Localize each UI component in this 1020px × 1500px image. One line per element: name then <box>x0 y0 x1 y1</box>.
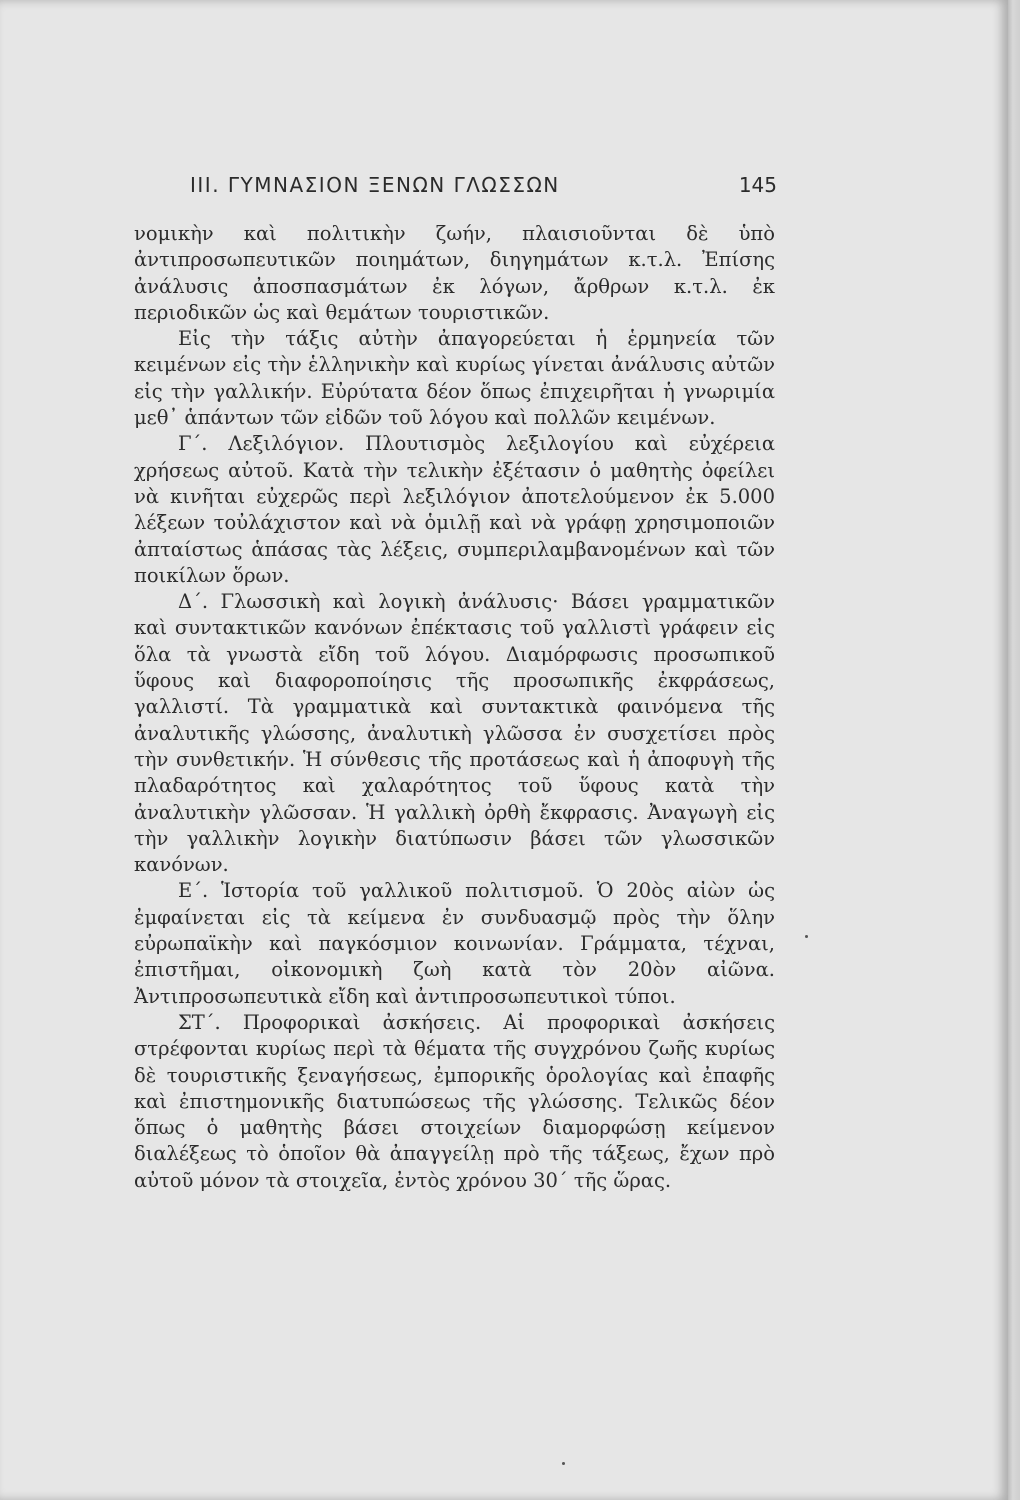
running-header <box>180 170 780 200</box>
paper-speck <box>805 935 808 938</box>
paragraph: ΣΤ΄. Προφορικαὶ ἀσκήσεις. Αἱ προφορικαὶ ἀσκήσεις στρέφονται κυρίως περὶ τὰ θέματα τῆς συγχρόνου ζωῆς κυρίως δὲ τουριστικῆς ξεναγήσεως, ἐμπορικῆς ὁρολογίας καὶ ἐπαφῆς καὶ ἐπιστημονικῆς διατυπώσεως τῆς γλώσσης. Τελικῶς δέον ὅπως ὁ μαθητὴς βάσει στοιχείων διαμορφώσῃ κείμενον διαλέξεως τὸ ὁποῖον θὰ ἀπαγγείλῃ πρὸ τῆς τάξεως, ἔχων πρὸ αὐτοῦ μόνον τὰ στοιχεῖα, ἐντὸς χρόνου 30΄ τῆς ὥρας. <box>134 1010 775 1192</box>
paragraph: Γ΄. Λεξιλόγιον. Πλουτισμὸς λεξιλογίου καὶ εὐχέρεια χρήσεως αὐτοῦ. Κατὰ τὴν τελικὴν ἐξέτασιν ὁ μαθητὴς ὀφείλει νὰ κινῆται εὐχερῶς περὶ λεξιλόγιον ἀποτελούμενον ἐκ 5.000 λέξεων τοὐλάχιστον καὶ νὰ ὁμιλῇ καὶ νὰ γράφῃ χρησιμοποιῶν ἀπταίστως ἁπάσας τὰς λέξεις, συμπεριλαμβανομένων καὶ τῶν ποικίλων ὅρων. <box>134 432 775 587</box>
paragraph: νομικὴν καὶ πολιτικὴν ζωήν, πλαισιοῦνται δὲ ὑπὸ ἀντιπροσωπευτικῶν ποιημάτων, διηγημάτων κ.τ.λ. Ἐπίσης ἀνάλυσις ἀποσπασμάτων ἐκ λόγων, ἄρθρων κ.τ.λ. ἐκ περιοδικῶν ὡς καὶ θεμάτων τουριστικῶν. <box>134 222 775 324</box>
body-text <box>134 221 775 1194</box>
chapter-title: III. ΓΥΜΝΑΣΙΟΝ ΞΕΝΩΝ ΓΛΩΣΣΩΝ <box>190 173 560 197</box>
paragraph: Εἰς τὴν τάξις αὐτὴν ἀπαγορεύεται ἡ ἑρμηνεία τῶν κειμένων εἰς τὴν ἑλληνικὴν καὶ κυρίως γίνεται ἀνάλυσις αὐτῶν εἰς τὴν γαλλικήν. Εὐρύτατα δέον ὅπως ἐπιχειρῆται ἡ γνωριμία μεθ᾿ ἁπάντων τῶν εἰδῶν τοῦ λόγου καὶ πολλῶν κειμένων. <box>134 327 775 430</box>
page-edge <box>1008 0 1020 1500</box>
paragraph: Δ΄. Γλωσσικὴ καὶ λογικὴ ἀνάλυσις· Βάσει γραμματικῶν καὶ συντακτικῶν κανόνων ἐπέκτασις τοῦ γαλλιστὶ γράφειν εἰς ὅλα τὰ γνωστὰ εἴδη τοῦ λόγου. Διαμόρφωσις προσωπικοῦ ὕφους καὶ διαφοροποίησις τῆς προσωπικῆς ἐκφράσεως, γαλλιστί. Τὰ γραμματικὰ καὶ συντακτικὰ φαινόμενα τῆς ἀναλυτικῆς γλώσσης, ἀναλυτικὴ γλῶσσα ἐν συσχετίσει πρὸς τὴν συνθετικήν. Ἡ σύνθεσις τῆς προτάσεως καὶ ἡ ἀποφυγὴ τῆς πλαδαρότητος καὶ χαλαρότητος τοῦ ὕφους κατὰ τὴν ἀναλυτικὴν γλῶσσαν. Ἡ γαλλικὴ ὀρθὴ ἔκφρασις. Ἀναγωγὴ εἰς τὴν γαλλικὴν λογικὴν διατύπωσιν βάσει τῶν γλωσσικῶν κανόνων. <box>134 590 775 877</box>
paper-speck <box>562 1462 565 1465</box>
paragraph: Ε΄. Ἱστορία τοῦ γαλλικοῦ πολιτισμοῦ. Ὁ 20ὸς αἰὼν ὡς ἐμφαίνεται εἰς τὰ κείμενα ἐν συνδυασμῷ πρὸς τὴν ὅλην εὐρωπαϊκὴν καὶ παγκόσμιον κοινωνίαν. Γράμματα, τέχναι, ἐπιστῆμαι, οἰκονομικὴ ζωὴ κατὰ τὸν 20ὸν αἰῶνα. Ἀντιπροσωπευτικὰ εἴδη καὶ ἀντιπροσωπευτικοὶ τύποι. <box>134 879 775 1008</box>
page-number: 145 <box>738 173 777 197</box>
